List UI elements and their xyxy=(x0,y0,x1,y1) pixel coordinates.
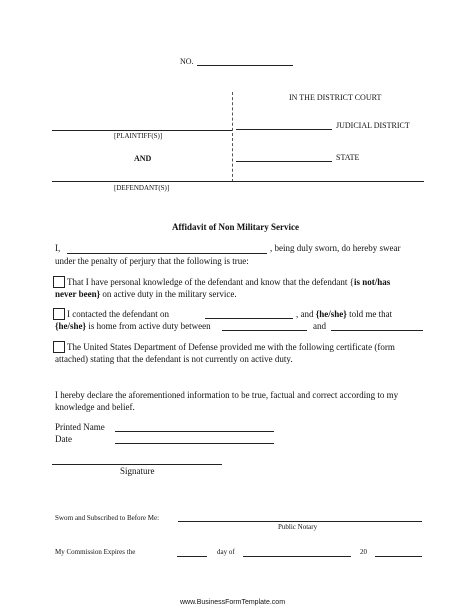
commission-month-field[interactable] xyxy=(243,556,351,557)
declaration-line-1: I hereby declare the aforementioned information to be true, factual and correct according to my xyxy=(55,390,399,400)
year-prefix-label: 20 xyxy=(360,548,367,556)
option2-contacted-text: I contacted the defendant on xyxy=(67,309,169,319)
plaintiff-label: [PLAINTIFF(S)] xyxy=(114,132,163,140)
caption-divider xyxy=(232,92,233,182)
sworn-label: Sworn and Subscribed to Before Me: xyxy=(55,514,160,522)
option3-checkbox[interactable] xyxy=(53,341,65,353)
defendant-label: [DEFENDANT(S)] xyxy=(114,184,170,192)
signature-field[interactable] xyxy=(52,464,222,465)
option1-checkbox[interactable] xyxy=(53,276,65,288)
contact-date-field[interactable] xyxy=(205,318,293,319)
option3-line-2: attached) stating that the defendant is not currently on active duty. xyxy=(55,354,293,364)
declaration-line-2: knowledge and belief. xyxy=(55,402,135,412)
day-of-label: day of xyxy=(217,548,235,556)
case-number-label: NO. xyxy=(180,57,194,66)
footer-website: www.BusinessFormTemplate.com xyxy=(180,599,286,606)
date-label: Date xyxy=(55,434,72,444)
option1-line-2: never been} on active duty in the military service. xyxy=(55,289,237,299)
commission-label: My Commission Expires the xyxy=(55,548,136,556)
duty-end-field[interactable] xyxy=(331,330,423,331)
option1-line-1: That I have personal knowledge of the defendant and know that the defendant {is not/has xyxy=(67,277,391,287)
intro-sworn-text: , being duly sworn, do hereby swear xyxy=(270,243,401,253)
document-title: Affidavit of Non Military Service xyxy=(172,222,299,232)
commission-year-field[interactable] xyxy=(375,556,422,557)
commission-day-field[interactable] xyxy=(177,556,207,557)
state-field[interactable] xyxy=(236,161,332,162)
date-field[interactable] xyxy=(115,443,274,444)
court-label: IN THE DISTRICT COURT xyxy=(289,93,382,102)
option2-and-label: and xyxy=(313,321,326,331)
state-label: STATE xyxy=(336,153,360,162)
public-notary-label: Public Notary xyxy=(278,523,318,531)
notary-signature-field[interactable] xyxy=(178,521,422,522)
intro-line-2: under the penalty of perjury that the following is true: xyxy=(55,256,249,266)
printed-name-field[interactable] xyxy=(115,431,274,432)
signature-label: Signature xyxy=(120,466,155,476)
judicial-district-label: JUDICIAL DISTRICT xyxy=(336,121,410,130)
intro-i-label: I, xyxy=(55,243,61,253)
caption-bottom-line xyxy=(52,181,424,182)
plaintiff-line[interactable] xyxy=(52,130,232,131)
option2-line-1-end: , and {he/she} told me that xyxy=(296,309,393,319)
option2-line-2: {he/she} is home from active duty between xyxy=(55,321,211,331)
judicial-district-field[interactable] xyxy=(236,129,332,130)
printed-name-label: Printed Name xyxy=(55,422,105,432)
case-number-field[interactable] xyxy=(197,65,293,66)
affiant-name-field[interactable] xyxy=(67,253,267,254)
duty-start-field[interactable] xyxy=(222,330,307,331)
option2-checkbox[interactable] xyxy=(53,308,65,320)
option3-line-1: The United States Department of Defense provided me with the following certificate (form xyxy=(67,342,395,352)
and-label: AND xyxy=(134,154,152,163)
